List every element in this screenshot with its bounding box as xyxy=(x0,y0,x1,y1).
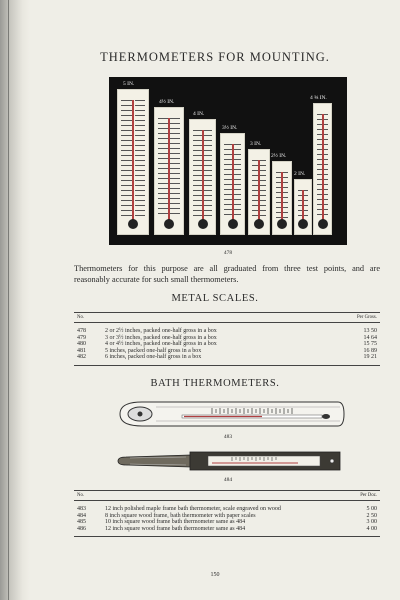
item-description: 5 inches, packed one-half gross in a box xyxy=(105,347,202,354)
item-price: 14 64 xyxy=(363,334,377,341)
table-row xyxy=(74,526,380,537)
figure-caption-483: 483 xyxy=(223,434,233,440)
item-number: 483 xyxy=(77,506,86,512)
intro-line-2: reasonably accurate for such small thermometers. xyxy=(74,275,239,284)
size-label-4-5-8in: 4 ⅝ IN. xyxy=(310,95,327,101)
page-number: 150 xyxy=(210,572,220,578)
bath-thermometers-table xyxy=(74,490,380,537)
size-label-2-5in: 2½ IN. xyxy=(271,153,287,159)
size-label-2in: 2 IN. xyxy=(294,171,306,177)
item-price: 15 75 xyxy=(363,341,377,348)
table-row xyxy=(74,323,380,335)
item-price: 13 50 xyxy=(363,328,377,334)
item-price: 5 00 xyxy=(366,506,377,512)
item-number: 482 xyxy=(74,354,102,365)
thermometer-2-5in xyxy=(272,161,292,235)
col-header-no: No. xyxy=(77,493,85,498)
col-header-price: Per Doz. xyxy=(360,493,377,498)
col-header-desc xyxy=(102,313,348,323)
size-label-5in: 5 IN. xyxy=(123,81,135,87)
item-price: 19 21 xyxy=(348,354,380,365)
col-header-price: Per Gross. xyxy=(357,315,377,320)
item-price: 4 00 xyxy=(348,526,380,537)
intro-paragraph xyxy=(74,263,380,285)
thermometer-2in xyxy=(294,179,312,235)
item-price: 3 00 xyxy=(366,519,377,526)
item-price: 16 89 xyxy=(363,347,377,354)
bath-thermometer-483-illustration xyxy=(112,396,348,432)
figure-caption-484: 484 xyxy=(223,477,233,483)
bath-thermometers-title: BATH THERMOMETERS. xyxy=(150,378,280,389)
item-description: 4 or 4½ inches, packed one-half gross in a box xyxy=(105,341,217,348)
item-number: 486 xyxy=(74,526,102,537)
metal-scales-title: METAL SCALES. xyxy=(171,293,259,304)
item-description: 8 inch square wood frame, bath thermometer with paper scales xyxy=(105,512,256,519)
book-spine-shadow xyxy=(0,0,30,600)
size-label-3in: 3 IN. xyxy=(250,141,262,147)
figure-caption-478: 478 xyxy=(223,250,233,256)
item-description: 6 inches, packed one-half gross in a box xyxy=(102,354,348,365)
col-header-no: No. xyxy=(77,315,85,320)
item-description: 3 or 3½ inches, packed one-half gross in a box xyxy=(105,334,217,341)
item-number: 484 xyxy=(77,512,86,519)
item-description: 10 inch square wood frame bath thermometer same as 484 xyxy=(105,519,246,526)
thermometer-3-5in xyxy=(220,133,245,235)
thermometer-3in xyxy=(248,149,270,235)
col-header-desc xyxy=(102,491,348,501)
table-row xyxy=(74,501,380,513)
item-description: 12 inch polished maple frame bath thermometer, scale engraved on wood xyxy=(105,506,281,512)
intro-line-1: Thermometers for this purpose are all graduated from three test points, and are xyxy=(74,264,380,273)
item-price: 2 50 xyxy=(366,512,377,519)
item-number: 479 xyxy=(77,334,86,341)
thermometer-4in xyxy=(189,119,216,235)
item-number: 485 xyxy=(77,519,86,526)
item-description: 2 or 2½ inches, packed one-half gross in a box xyxy=(105,328,217,334)
mounting-thermometers-illustration xyxy=(109,77,347,245)
size-label-3-5in: 3½ IN. xyxy=(222,125,238,131)
metal-scales-table xyxy=(74,312,380,366)
item-number: 481 xyxy=(77,347,86,354)
size-label-4-5in: 4½ IN. xyxy=(159,99,175,105)
table-row xyxy=(74,519,380,526)
item-description: 12 inch square wood frame bath thermometer same as 484 xyxy=(102,526,348,537)
item-number: 480 xyxy=(77,341,86,348)
page-title: THERMOMETERS FOR MOUNTING. xyxy=(100,50,330,64)
table-row xyxy=(74,354,380,365)
thermometer-4-5in xyxy=(154,107,184,235)
table-header-row xyxy=(74,313,380,323)
table-row xyxy=(74,341,380,348)
table-header-row xyxy=(74,491,380,501)
thermometer-4-5-8in xyxy=(313,103,332,235)
item-number: 478 xyxy=(77,328,86,334)
thermometer-5in xyxy=(117,89,149,235)
size-label-4in: 4 IN. xyxy=(193,111,205,117)
bath-thermometer-484-illustration xyxy=(112,448,348,474)
